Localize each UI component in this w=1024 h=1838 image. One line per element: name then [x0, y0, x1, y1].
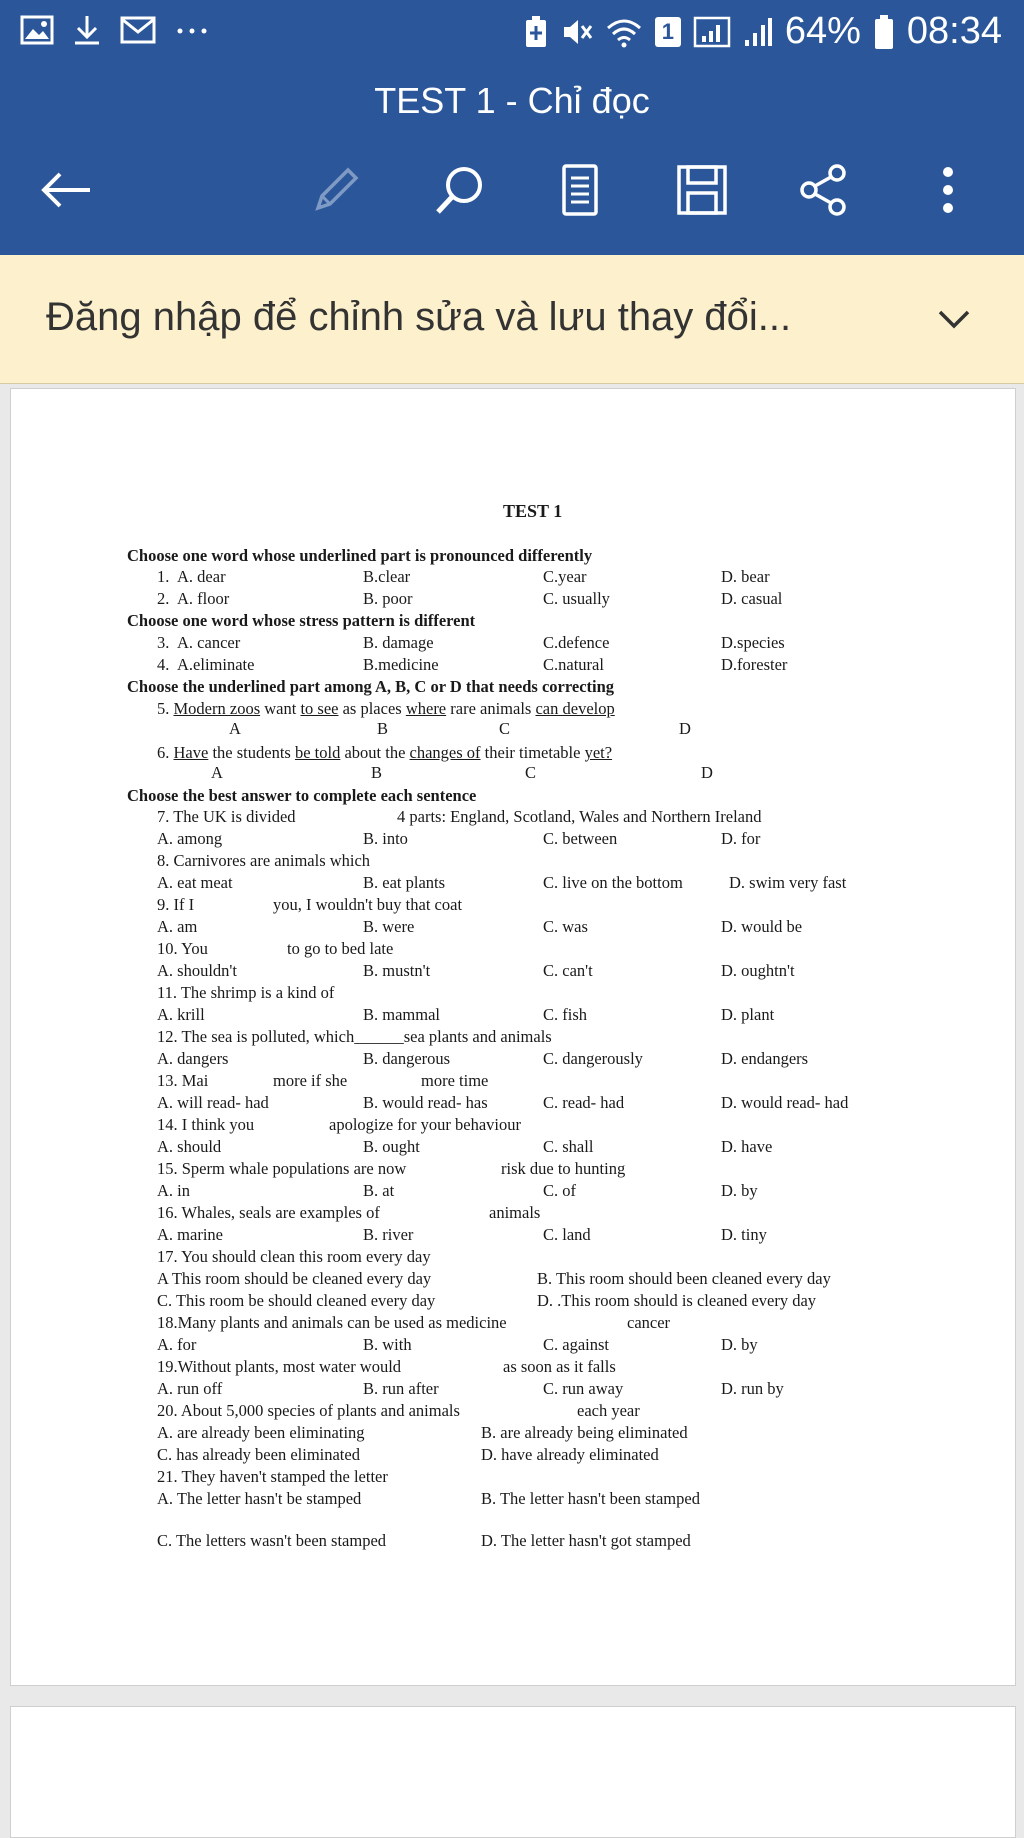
question-number: 2. — [157, 589, 170, 608]
download-icon — [72, 14, 102, 46]
option-d: D. casual — [721, 589, 783, 608]
option-c: C.natural — [543, 655, 604, 674]
battery-icon — [873, 14, 895, 50]
document-page[interactable] — [10, 388, 1016, 1686]
question-text: the students — [208, 743, 295, 762]
question-text: more time — [421, 1071, 489, 1090]
question-text: rare animals — [446, 699, 536, 718]
doc-heading: TEST 1 — [503, 501, 563, 521]
label-b: B — [377, 719, 389, 738]
option-b: B. were — [363, 917, 415, 936]
option-d: D. endangers — [721, 1049, 809, 1068]
option-a: A. dangers — [157, 1049, 229, 1068]
section-heading: Choose one word whose underlined part is pronounced differently — [127, 546, 593, 565]
option-d: D. The letter hasn't got stamped — [481, 1531, 691, 1550]
underlined-part-c: changes of — [409, 743, 481, 762]
option-c: C. was — [543, 917, 588, 936]
question-text: to go to bed late — [287, 939, 394, 958]
question-text: want — [260, 699, 301, 718]
question-text: as soon as it falls — [503, 1357, 616, 1376]
option-b: B. are already being eliminated — [481, 1423, 688, 1442]
option-a: A. in — [157, 1181, 190, 1200]
question-text: apologize for your behaviour — [329, 1115, 521, 1134]
reading-view-icon — [560, 163, 600, 217]
edit-button[interactable] — [304, 158, 368, 222]
option-a: A. among — [157, 829, 223, 848]
option-a: A. for — [157, 1335, 197, 1354]
question-6 — [157, 743, 612, 763]
question-text: about the — [340, 743, 410, 762]
underlined-part-a: Have — [173, 743, 209, 762]
option-c: C. has already been eliminated — [157, 1445, 360, 1464]
question-text: 17. You should clean this room every day — [157, 1247, 431, 1266]
option-a: A. will read- had — [157, 1093, 269, 1112]
option-d: D. swim very fast — [729, 873, 847, 892]
option-c: C. can't — [543, 961, 593, 980]
search-icon — [433, 163, 487, 217]
option-c: C. read- had — [543, 1093, 625, 1112]
option-b: B. river — [363, 1225, 414, 1244]
option-d: D. by — [721, 1335, 758, 1354]
question-text: 21. They haven't stamped the letter — [157, 1467, 388, 1486]
option-b: B. run after — [363, 1379, 439, 1398]
option-b: B. dangerous — [363, 1049, 451, 1068]
underlined-part-d: can develop — [535, 699, 615, 718]
share-button[interactable] — [792, 158, 856, 222]
sign-in-banner[interactable] — [0, 255, 1024, 384]
option-b: B. poor — [363, 589, 413, 608]
question-text: animals — [489, 1203, 541, 1222]
question-text: 9. If I — [157, 895, 195, 914]
option-d: D. would be — [721, 917, 803, 936]
status-bar — [0, 0, 1024, 72]
question-text: you, I wouldn't buy that coat — [273, 895, 463, 914]
option-d: D. plant — [721, 1005, 775, 1024]
option-c: C. against — [543, 1335, 609, 1354]
label-c: C — [525, 763, 537, 782]
toolbar — [0, 150, 1024, 230]
option-b: B. at — [363, 1181, 395, 1200]
question-text: 7. The UK is divided — [157, 807, 296, 826]
gallery-icon — [20, 15, 54, 45]
option-a: A. krill — [157, 1005, 205, 1024]
option-c: C. land — [543, 1225, 591, 1244]
section-heading: Choose one word whose stress pattern is different — [127, 611, 476, 630]
underlined-part-c: where — [405, 699, 447, 718]
question-text: each year — [577, 1401, 640, 1420]
question-text: 18.Many plants and animals can be used as medicine — [157, 1313, 507, 1332]
question-text: 20. About 5,000 species of plants and animals — [157, 1401, 460, 1420]
question-text: cancer — [627, 1313, 671, 1332]
option-c: C. of — [543, 1181, 576, 1200]
question-text: 14. I think you — [157, 1115, 255, 1134]
question-number: 6. — [157, 743, 170, 762]
option-d: D. bear — [721, 567, 770, 586]
battery-saver-icon — [523, 15, 549, 49]
save-button[interactable] — [670, 158, 734, 222]
mute-icon — [561, 16, 593, 48]
option-a: A. cancer — [177, 633, 241, 652]
option-c: C. This room be should cleaned every day — [157, 1291, 436, 1310]
option-b: B. mustn't — [363, 961, 431, 980]
question-number: 4. — [157, 655, 170, 674]
question-text: 11. The shrimp is a kind of — [157, 983, 335, 1002]
option-d: D. have already eliminated — [481, 1445, 659, 1464]
section-heading: Choose the best answer to complete each sentence — [127, 786, 477, 805]
pencil-icon — [310, 164, 362, 216]
option-d: D. for — [721, 829, 761, 848]
battery-percent: 64% — [784, 10, 861, 52]
question-text: risk due to hunting — [501, 1159, 626, 1178]
option-b: B. mammal — [363, 1005, 440, 1024]
option-c: C. run away — [543, 1379, 624, 1398]
underlined-part-b: to see — [300, 699, 339, 718]
option-c: C. fish — [543, 1005, 588, 1024]
more-icon — [938, 163, 958, 217]
label-a: A — [229, 719, 241, 738]
option-a: A. dear — [177, 567, 226, 586]
option-d: D. would read- had — [721, 1093, 849, 1112]
underlined-part-a: Modern zoos — [173, 699, 261, 718]
question-text: more if she — [273, 1071, 348, 1090]
underlined-part-b: be told — [294, 743, 341, 762]
option-b: B. eat plants — [363, 873, 446, 892]
cell-signal-icon — [743, 16, 773, 48]
option-b: B.clear — [363, 567, 411, 586]
option-d: D.species — [721, 633, 785, 652]
option-a: A. The letter hasn't be stamped — [157, 1489, 362, 1508]
option-c: C.year — [543, 567, 587, 586]
option-d: D. tiny — [721, 1225, 767, 1244]
save-icon — [675, 163, 729, 217]
label-d: D — [701, 763, 713, 782]
option-a: A.eliminate — [177, 655, 255, 674]
option-a: A This room should be cleaned every day — [157, 1269, 432, 1288]
app-header — [0, 0, 1024, 255]
option-b: B.medicine — [363, 655, 439, 674]
question-text: 10. You — [157, 939, 208, 958]
back-arrow-icon — [38, 170, 94, 210]
option-d: D. oughtn't — [721, 961, 795, 980]
question-text: their timetable — [480, 743, 585, 762]
clock: 08:34 — [906, 10, 1002, 52]
document-title: TEST 1 - Chỉ đọc — [374, 80, 650, 121]
option-c: C. dangerously — [543, 1049, 643, 1068]
option-c: C. The letters wasn't been stamped — [157, 1531, 387, 1550]
question-text: 8. Carnivores are animals which — [157, 851, 371, 870]
mail-icon — [120, 15, 156, 45]
question-text: 19.Without plants, most water would — [157, 1357, 402, 1376]
sim-badge: 1 — [655, 17, 681, 47]
question-text: 4 parts: England, Scotland, Wales and Northern Ireland — [397, 807, 762, 826]
question-5 — [157, 699, 615, 719]
label-b: B — [371, 763, 383, 782]
question-text: 13. Mai — [157, 1071, 209, 1090]
section-heading: Choose the underlined part among A, B, C or D that needs correcting — [127, 677, 615, 696]
option-d: D.forester — [721, 655, 788, 674]
option-b: B. This room should been cleaned every day — [537, 1269, 831, 1288]
option-a: A. should — [157, 1137, 222, 1156]
option-b: B. The letter hasn't been stamped — [481, 1489, 700, 1508]
chevron-down-icon[interactable] — [934, 299, 974, 339]
option-a: A. floor — [177, 589, 230, 608]
label-d: D — [679, 719, 691, 738]
option-b: B. would read- has — [363, 1093, 488, 1112]
question-text: as places — [338, 699, 406, 718]
option-a: A. run off — [157, 1379, 223, 1398]
signal-icon — [693, 16, 731, 48]
back-button[interactable] — [34, 158, 98, 222]
question-text: 16. Whales, seals are examples of — [157, 1203, 380, 1222]
search-button[interactable] — [428, 158, 492, 222]
option-d: D. have — [721, 1137, 773, 1156]
option-c: C. live on the bottom — [543, 873, 683, 892]
more-options-button[interactable] — [916, 158, 980, 222]
option-d: D. .This room should is cleaned every day — [537, 1291, 817, 1310]
option-a: A. are already been eliminating — [157, 1423, 365, 1442]
reading-view-button[interactable] — [548, 158, 612, 222]
option-c: C. between — [543, 829, 618, 848]
question-text: 15. Sperm whale populations are now — [157, 1159, 407, 1178]
wifi-icon — [605, 16, 643, 48]
more-notifications-icon — [174, 15, 210, 45]
option-a: A. shouldn't — [157, 961, 237, 980]
label-a: A — [211, 763, 223, 782]
option-c: C. usually — [543, 589, 610, 608]
label-c: C — [499, 719, 511, 738]
next-document-page[interactable] — [10, 1706, 1016, 1838]
underlined-part-d: yet? — [584, 743, 613, 762]
option-d: D. run by — [721, 1379, 784, 1398]
option-b: B. with — [363, 1335, 412, 1354]
question-text: 12. The sea is polluted, which______sea plants and animals — [157, 1027, 552, 1046]
option-b: B. damage — [363, 633, 434, 652]
share-icon — [797, 163, 851, 217]
option-b: B. into — [363, 829, 408, 848]
option-a: A. eat meat — [157, 873, 233, 892]
question-number: 3. — [157, 633, 170, 652]
option-b: B. ought — [363, 1137, 420, 1156]
question-number: 1. — [157, 567, 170, 586]
question-number: 5. — [157, 699, 170, 718]
option-d: D. by — [721, 1181, 758, 1200]
banner-text: Đăng nhập để chỉnh sửa và lưu thay đổi... — [46, 295, 792, 339]
option-a: A. am — [157, 917, 198, 936]
document-content — [11, 389, 1015, 1685]
option-c: C. shall — [543, 1137, 594, 1156]
option-c: C.defence — [543, 633, 610, 652]
option-a: A. marine — [157, 1225, 223, 1244]
